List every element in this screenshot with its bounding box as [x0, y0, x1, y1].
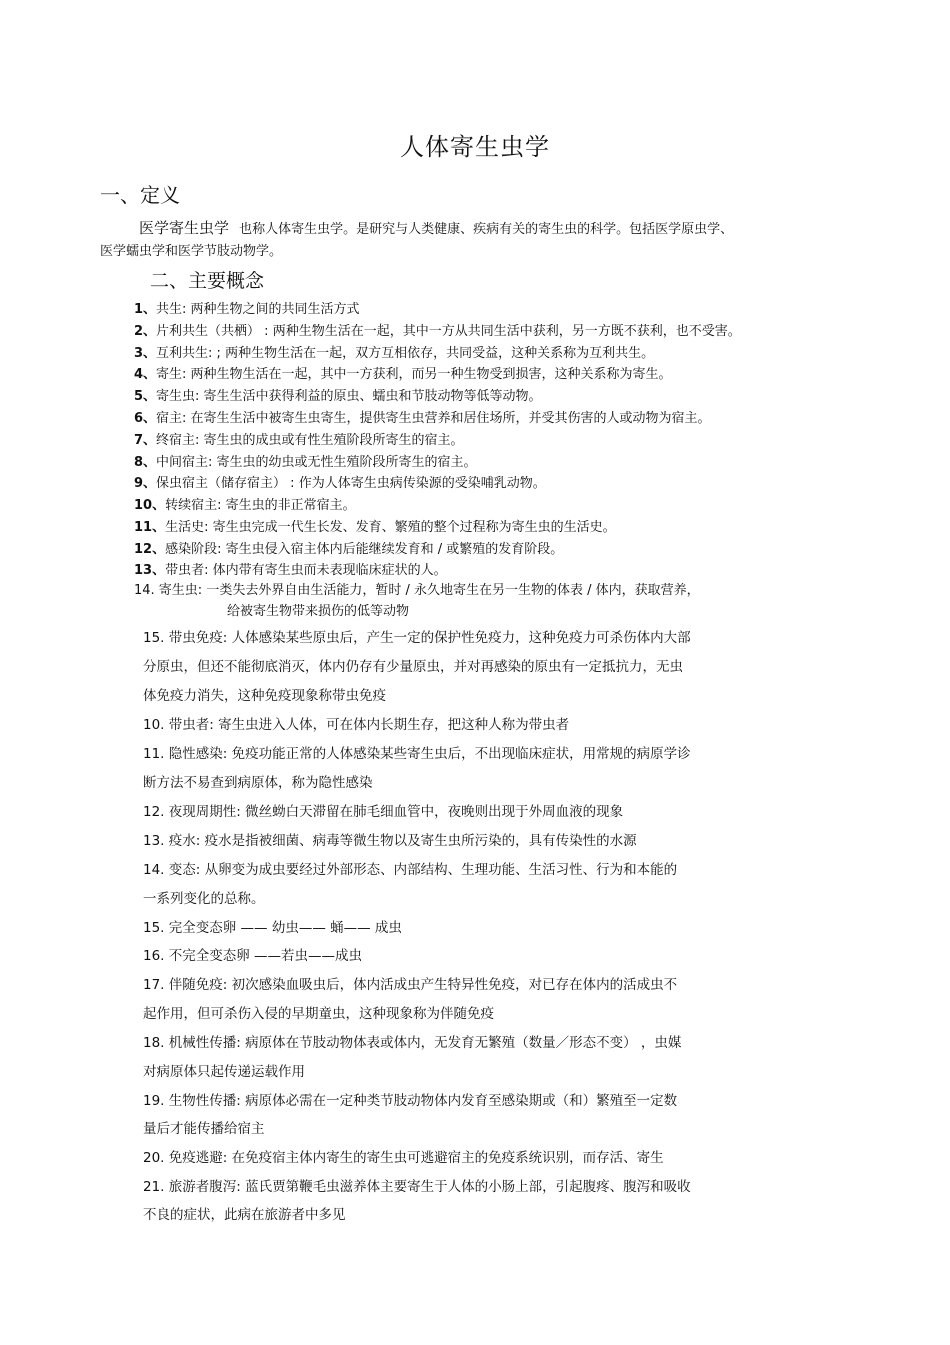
concept-item-number: 3、 [134, 346, 157, 361]
concept-item-number: 6、 [134, 411, 157, 426]
concept-paragraph-line: 一系列变化的总称。 [143, 891, 265, 907]
concept-paragraph-line: 15. 带虫免疫: 人体感染某些原虫后，产生一定的保护性免疫力，这种免疫力可杀伤体内大部 [143, 630, 691, 646]
concept-item [134, 363, 672, 382]
concept-paragraph-line: 12. 夜现周期性: 微丝蚴白天滞留在肺毛细血管中，夜晚则出现于外周血液的现象 [143, 804, 624, 820]
concept-item-number: 5、 [134, 389, 157, 404]
concept-item [134, 298, 360, 317]
section-heading-concepts: 二、主要概念 [150, 270, 265, 292]
concept-item [134, 472, 546, 491]
concept-item-text: 保虫宿主（储存宿主） : 作为人体寄生虫病传染源的受染哺乳动物。 [156, 476, 546, 491]
concept-item-text: 片利共生（共栖） : 两种生物生活在一起，其中一方从共同生活中获利，另一方既不获利，也不受害。 [156, 324, 741, 339]
concept-paragraph-line: 不良的症状，此病在旅游者中多见 [143, 1207, 346, 1223]
concept-item-number: 11、 [134, 520, 166, 535]
concept-item [134, 385, 542, 404]
concept-item [134, 342, 654, 361]
concept-paragraph-line: 起作用，但可杀伤入侵的早期童虫，这种现象称为伴随免疫 [143, 1006, 494, 1022]
concept-item-number: 10、 [134, 498, 166, 513]
concept-item-number: 1、 [134, 302, 157, 317]
concept-paragraph-line: 16. 不完全变态卵 ——若虫——成虫 [143, 948, 363, 964]
concept-item-number: 12、 [134, 542, 166, 557]
concept-item-text: 感染阶段: 寄生虫侵入宿主体内后能继续发育和 / 或繁殖的发育阶段。 [165, 542, 564, 557]
concept-item [134, 320, 741, 339]
concept-paragraph-line: 体免疫力消失，这种免疫现象称带虫免疫 [143, 688, 386, 704]
concept-paragraph-line: 21. 旅游者腹泻: 蓝氏贾第鞭毛虫滋养体主要寄生于人体的小肠上部，引起腹疼、腹泻和吸收 [143, 1179, 691, 1195]
concept-paragraph-line: 10. 带虫者: 寄生虫进入人体，可在体内长期生存，把这种人称为带虫者 [143, 717, 570, 733]
concept-item [134, 559, 447, 578]
concept-paragraph-line: 15. 完全变态卵 —— 幼虫—— 蛹—— 成虫 [143, 920, 402, 936]
concept-paragraph-line: 对病原体只起传递运载作用 [143, 1064, 305, 1080]
concept-paragraph-line: 18. 机械性传播: 病原体在节肢动物体表或体内，无发育无繁殖（数量／形态不变） ，虫媒 [143, 1035, 682, 1051]
concept-item-number: 7、 [134, 433, 157, 448]
concept-item-number: 2、 [134, 324, 157, 339]
concept-item-text: 互利共生: ; 两种生物生活在一起，双方互相依存，共同受益，这种关系称为互利共生。 [156, 346, 655, 361]
page-title: 人体寄生虫学 [400, 133, 550, 161]
concept-item [134, 494, 356, 513]
concept-item-text: 终宿主: 寄生虫的成虫或有性生殖阶段所寄生的宿主。 [156, 433, 464, 448]
definition-line-1 [139, 218, 733, 240]
concept-item [134, 451, 477, 470]
concept-item-number: 9、 [134, 476, 157, 491]
concept-item-number: 13、 [134, 563, 166, 578]
concept-item-text: 寄生: 两种生物生活在一起，其中一方获利，而另一种生物受到损害，这种关系称为寄生。 [156, 367, 672, 382]
concept-item-number: 8、 [134, 455, 157, 470]
definition-line-2: 医学蠕虫学和医学节肢动物学。 [100, 244, 283, 259]
concept-item-text: 共生: 两种生物之间的共同生活方式 [156, 302, 360, 317]
concept-item-text: 中间宿主: 寄生虫的幼虫或无性生殖阶段所寄生的宿主。 [156, 455, 477, 470]
definition-lead-term: 医学寄生虫学 [139, 219, 230, 237]
concept-paragraph-line: 20. 免疫逃避: 在免疫宿主体内寄生的寄生虫可逃避宿主的免疫系统识别，而存活、寄生 [143, 1150, 664, 1166]
concept-item [134, 538, 563, 557]
concept-paragraph-line: 量后才能传播给宿主 [143, 1121, 265, 1137]
concept-item-text: 生活史: 寄生虫完成一代生长发、发育、繁殖的整个过程称为寄生虫的生活史。 [165, 520, 616, 535]
concept-item-text: 转续宿主: 寄生虫的非正常宿主。 [165, 498, 356, 513]
section-heading-definition: 一、定义 [100, 183, 180, 207]
concept-item-number: 4、 [134, 367, 157, 382]
concept-paragraph-line: 断方法不易查到病原体，称为隐性感染 [143, 775, 373, 791]
definition-text-1: 也称人体寄生虫学。是研究与人类健康、疾病有关的寄生虫的科学。包括医学原虫学、 [239, 222, 734, 237]
concept-item-text: 宿主: 在寄生生活中被寄生虫寄生，提供寄生虫营养和居住场所，并受其伤害的人或动物为宿主。 [156, 411, 711, 426]
concept-item-text: 带虫者: 体内带有寄生虫而未表现临床症状的人。 [165, 563, 447, 578]
concept-item-14-line-1: 14. 寄生虫: 一类失去外界自由生活能力，暂时 / 永久地寄生在另一生物的体表 / 体内，获取营养， [134, 583, 700, 598]
concept-item [134, 407, 711, 426]
concept-paragraph-line: 14. 变态: 从卵变为成虫要经过外部形态、内部结构、生理功能、生活习性、行为和本能的 [143, 862, 678, 878]
concept-item-text: 寄生虫: 寄生生活中获得利益的原虫、蠕虫和节肢动物等低等动物。 [156, 389, 542, 404]
concept-item [134, 516, 616, 535]
concept-paragraph-line: 11. 隐性感染: 免疫功能正常的人体感染某些寄生虫后，不出现临床症状，用常规的病原学诊 [143, 746, 691, 762]
concept-paragraph-line: 17. 伴随免疫: 初次感染血吸虫后，体内活成虫产生特异性免疫，对已存在体内的活成虫不 [143, 977, 678, 993]
concept-item [134, 429, 464, 448]
concept-paragraph-line: 19. 生物性传播: 病原体必需在一定种类节肢动物体内发育至感染期或（和）繁殖至一定数 [143, 1093, 678, 1109]
concept-paragraph-line: 分原虫，但还不能彻底消灭，体内仍存有少量原虫，并对再感染的原虫有一定抵抗力，无虫 [143, 659, 683, 675]
concept-item-14-line-2: 给被寄生物带来损伤的低等动物 [227, 604, 410, 619]
concept-paragraph-line: 13. 疫水: 疫水是指被细菌、病毒等微生物以及寄生虫所污染的，具有传染性的水源 [143, 833, 637, 849]
